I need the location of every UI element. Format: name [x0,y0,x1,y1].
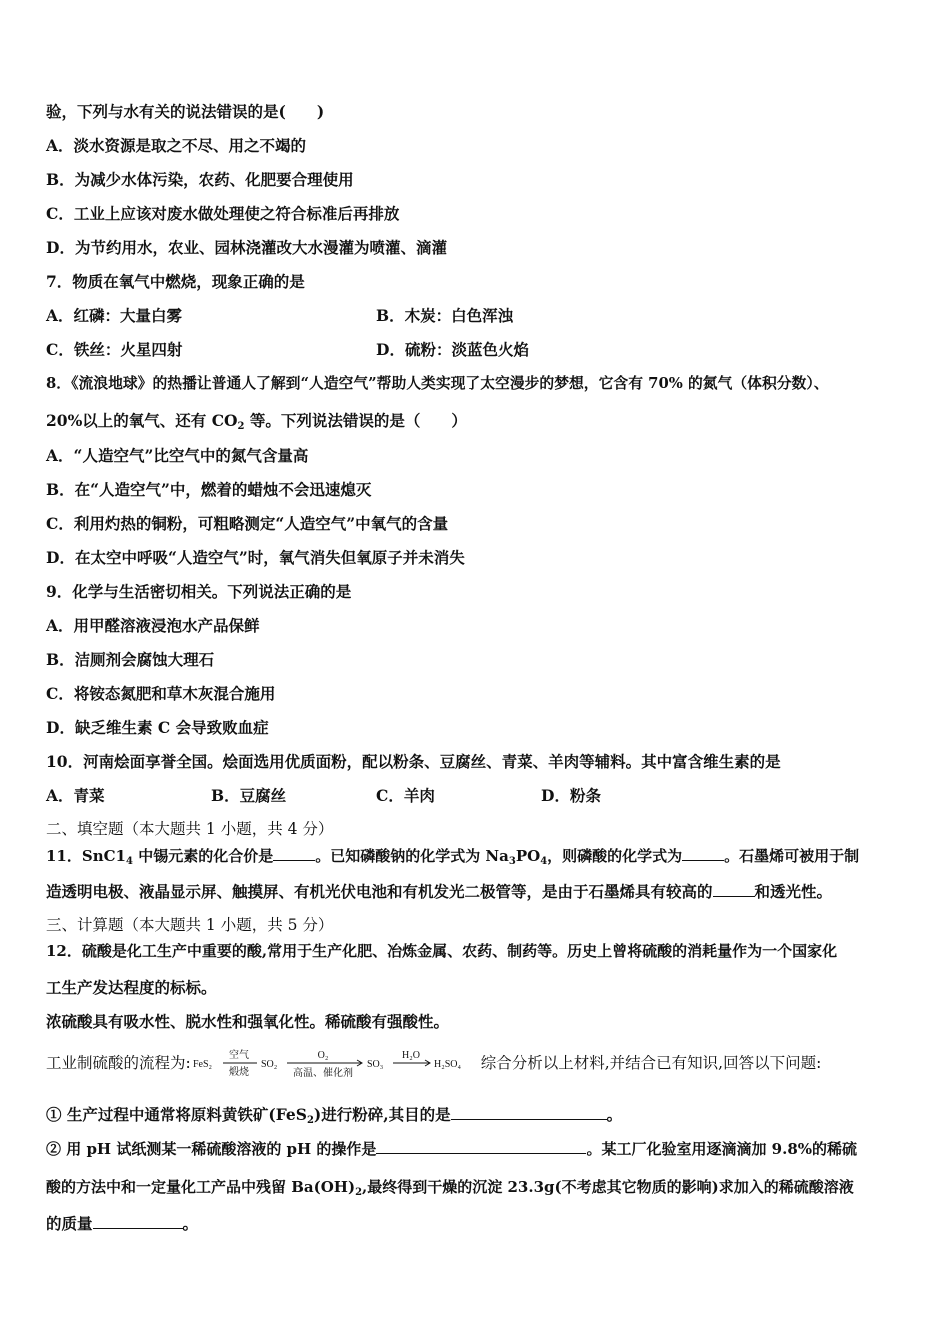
q8-option-b: B．在“人造空气”中，燃着的蜡烛不会迅速熄灭 [46,480,372,499]
flow-h2so4: H₂SO₄ [433,1059,461,1070]
q12-text: )进行粉碎,其目的是 [313,1105,451,1124]
flow-arrow1-top: 空气 [228,1050,249,1061]
q9-option-d: D．缺乏维生素 C 会导致败血症 [46,718,269,737]
sulfuric-acid-flow-diagram [191,1047,481,1081]
q9-option-c: C．将铵态氮肥和草木灰混合施用 [46,684,276,703]
subscript: 4 [126,856,133,867]
q8-option-d: D．在太空中呼吸“人造空气”时，氧气消失但氧原子并未消失 [46,548,465,567]
q8-stem-line2 [46,410,467,432]
flow-intro: 工业制硫酸的流程为: [46,1054,191,1072]
q8-stem-line1: 8．《流浪地球》的热播让普通人了解到“人造空气”帮助人类实现了太空漫步的梦想，它含有 70% 的氮气（体积分数）、 [46,375,829,392]
subscript: 2 [306,1115,314,1126]
q11-line1 [46,845,859,867]
q6-option-d: D．为节约用水，农业、园林浇灌改大水漫灌为喷灌、滴灌 [46,238,447,257]
q8-option-a: A．“人造空气”比空气中的氮气含量高 [46,446,309,465]
q11-text: 。已知磷酸钠的化学式为 Na [315,847,509,865]
q12-part1 [46,1104,622,1126]
q12-text: 酸的方法中和一定量化工产品中残留 Ba(OH) [46,1178,356,1196]
q12-text: 。某工厂化验室用逐滴滴加 9.8%的稀硫 [586,1140,858,1158]
answer-blank-1[interactable] [273,845,315,861]
q11-text: 。石墨烯可被用于制 [724,847,860,865]
q12-text: 。 [182,1214,199,1233]
q12-text: ,最终得到干燥的沉淀 23.3g(不考虑其它物质的影响)求加入的稀硫酸溶液 [362,1178,854,1196]
q11-text: 中锡元素的化合价是 [132,847,274,865]
q9-stem: 9．化学与生活密切相关。下列说法正确的是 [46,582,352,601]
q11-text: 11．SnC1 [46,847,126,865]
answer-blank-5[interactable] [376,1138,586,1154]
q10-option-a: A．青菜 [46,786,105,805]
q7-option-c: C．铁丝：火星四射 [46,340,183,359]
q6-option-c: C．工业上应该对废水做处理使之符合标准后再排放 [46,204,400,223]
q11-text: 和透光性。 [754,882,833,901]
q12-text: 。 [606,1105,623,1124]
q7-options-row2 [46,339,529,361]
answer-blank-6[interactable] [93,1213,183,1229]
q12-part2-line2 [46,1176,854,1198]
q7-options-row1 [46,305,514,327]
q12-text: ② 用 pH 试纸测某一稀硫酸溶液的 pH 的操作是 [46,1140,377,1158]
co2-subscript: 2 [237,421,245,432]
section-2-heading: 二、填空题（本大题共 1 小题，共 4 分） [46,820,334,838]
flow-arrow2-top: O₂ [317,1050,329,1061]
q8-stem-text: 20%以上的氧气、还有 CO [46,411,238,430]
q7-stem: 7．物质在氧气中燃烧，现象正确的是 [46,272,305,291]
subscript: 4 [540,856,548,867]
q6-stem-tail: 验，下列与水有关的说法错误的是( ) [46,102,325,121]
section-3-heading: 三、计算题（本大题共 1 小题，共 5 分） [46,916,334,934]
answer-blank-2[interactable] [682,845,724,861]
q10-stem: 10．河南烩面享誉全国。烩面选用优质面粉，配以粉条、豆腐丝、青菜、羊肉等辅料。其中富含维生素的是 [46,752,781,771]
q12-line3: 浓硫酸具有吸水性、脱水性和强氧化性。稀硫酸有强酸性。 [46,1012,450,1031]
flow-arrow3-top: H₂O [401,1050,420,1061]
q12-text: ① 生产过程中通常将原料黄铁矿(FeS [46,1105,307,1124]
flow-arrow1-bottom: 煅烧 [228,1067,249,1078]
answer-blank-4[interactable] [451,1104,607,1120]
q10-option-b: B．豆腐丝 [211,786,287,805]
q8-option-c: C．利用灼热的铜粉，可粗略测定“人造空气”中氧气的含量 [46,514,449,533]
q12-part2-line3 [46,1213,198,1235]
q7-option-a: A．红磷：大量白雾 [46,306,183,325]
flow-arrow2-bottom: 高温、催化剂 [292,1068,353,1079]
q11-text: PO [515,847,541,865]
q6-option-a: A．淡水资源是取之不尽、用之不竭的 [46,136,307,155]
q11-text: ，则磷酸的化学式为 [547,847,683,865]
q7-option-d: D．硫粉：淡蓝色火焰 [376,340,529,359]
flow-outro: 综合分析以上材料,并结合已有知识,回答以下问题: [480,1054,822,1072]
q12-text: 的质量 [46,1214,93,1233]
q7-option-b: B．木炭：白色浑浊 [376,306,514,325]
q10-options [46,785,601,807]
flow-so3: SO₃ [366,1059,384,1070]
q10-option-c: C．羊肉 [376,786,435,805]
q9-option-b: B．洁厕剂会腐蚀大理石 [46,650,215,669]
flow-fes2: FeS₂ [192,1059,212,1070]
answer-blank-3[interactable] [713,881,755,897]
subscript: 2 [355,1187,363,1198]
q10-option-d: D．粉条 [541,786,601,805]
q8-stem-text-end: 等。下列说法错误的是（ ） [244,411,467,430]
subscript: 3 [508,856,516,867]
q11-text: 造透明电极、液晶显示屏、触摸屏、有机光伏电池和有机发光二极管等，是由于石墨烯具有较高的 [46,882,713,901]
flow-so2: SO₂ [260,1059,278,1070]
q12-line1: 12．硫酸是化工生产中重要的酸,常用于生产化肥、冶炼金属、农药、制药等。历史上曾将硫酸的消耗量作为一个国家化 [46,942,838,960]
q11-line2 [46,881,832,903]
q12-line2: 工生产发达程度的标标。 [46,978,217,997]
q12-flow-line [46,1045,821,1081]
q12-part2-line1 [46,1138,857,1160]
q9-option-a: A．用甲醛溶液浸泡水产品保鲜 [46,616,260,635]
q6-option-b: B．为减少水体污染，农药、化肥要合理使用 [46,170,354,189]
